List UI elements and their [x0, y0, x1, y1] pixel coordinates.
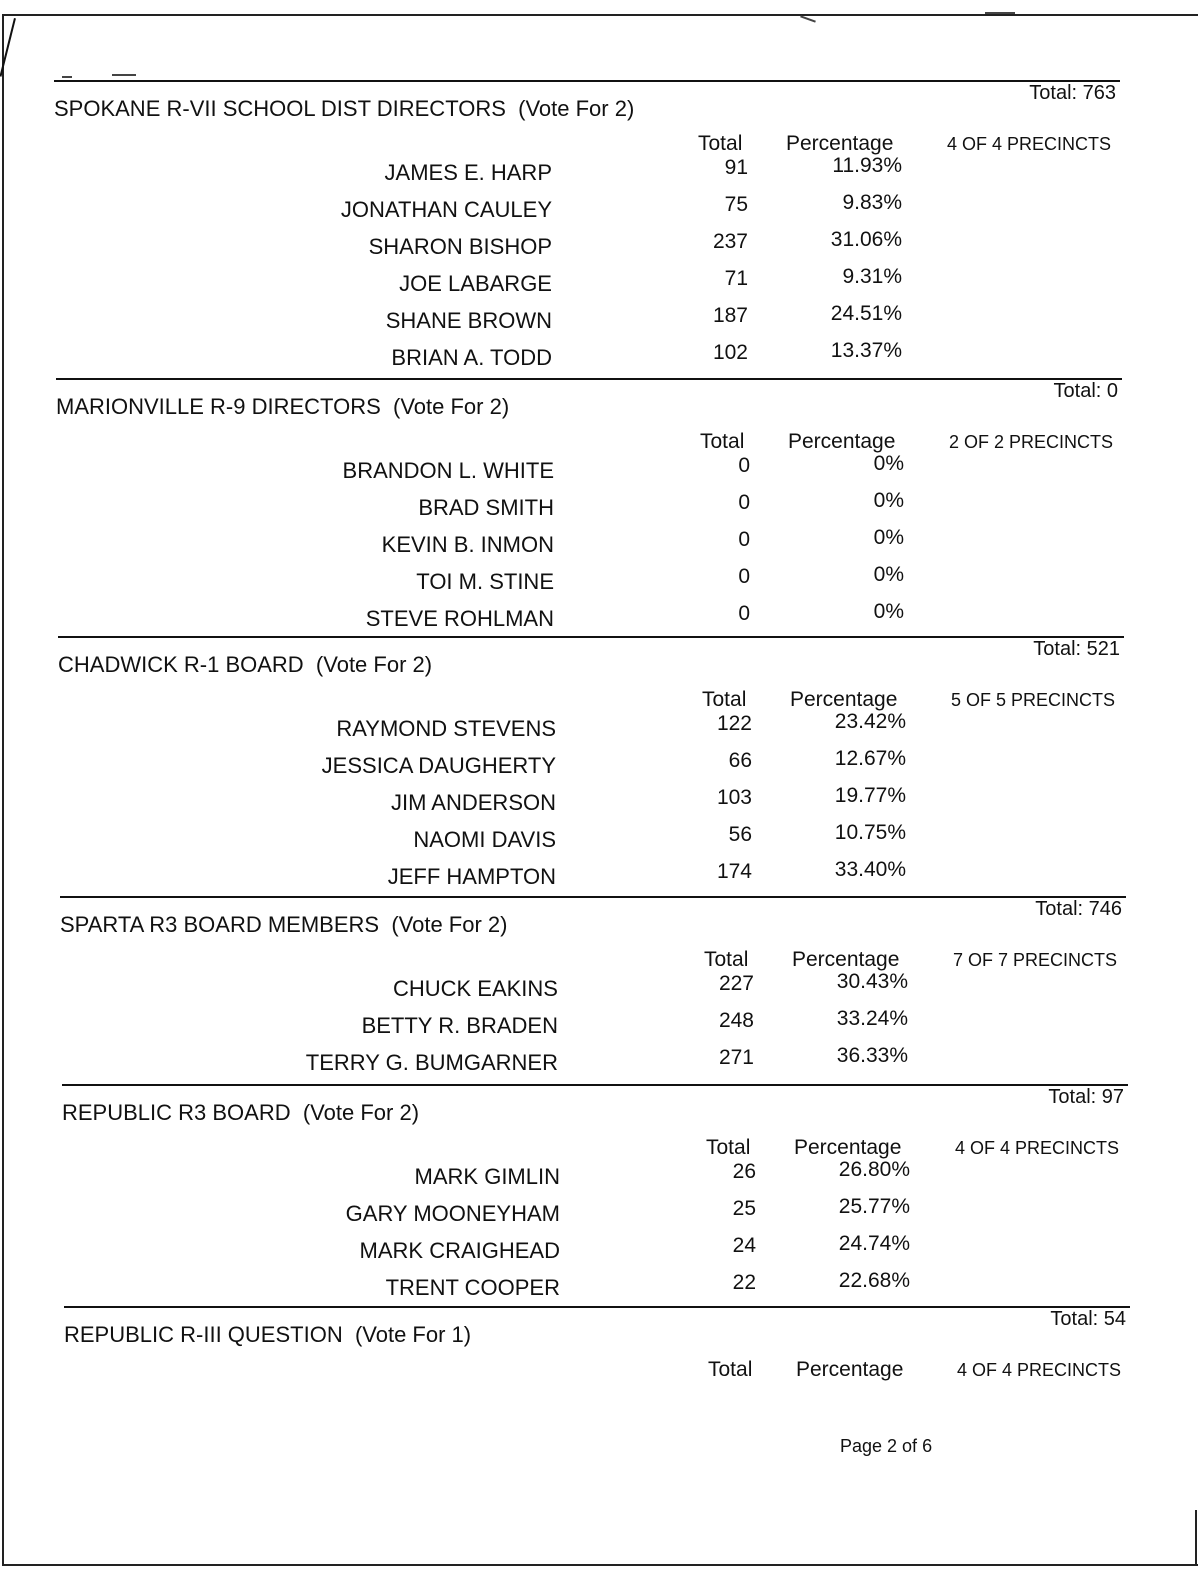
contest-title	[58, 652, 432, 678]
candidate-total: 71	[724, 267, 748, 290]
candidate-total: 0	[738, 491, 750, 514]
contest-name: CHADWICK R-1 BOARD	[58, 652, 304, 677]
contest-title	[54, 96, 634, 122]
candidate-percentage: 33.24%	[836, 1007, 908, 1030]
contest-total: Total: 97	[1048, 1086, 1124, 1108]
column-header-percentage: Percentage	[792, 948, 900, 971]
scan-artifact-mark	[985, 12, 1015, 14]
column-header-percentage: Percentage	[786, 132, 894, 155]
candidate-total: 75	[724, 193, 748, 216]
contest-total: Total: 763	[1029, 82, 1116, 104]
contest-total: Total: 521	[1033, 638, 1120, 660]
candidate-name: SHARON BISHOP	[368, 234, 552, 259]
contest-total: Total: 54	[1050, 1308, 1126, 1330]
vote-for-label: (Vote For 2)	[302, 1100, 420, 1125]
candidate-name: JOE LABARGE	[399, 271, 552, 296]
contest-name: REPUBLIC R-III QUESTION	[64, 1322, 343, 1347]
column-header-percentage: Percentage	[794, 1136, 902, 1159]
contest-title	[56, 394, 509, 420]
column-header-total: Total	[700, 430, 745, 453]
candidate-total: 227	[718, 972, 754, 995]
candidate-name: TOI M. STINE	[416, 569, 554, 594]
candidate-total: 24	[732, 1234, 756, 1257]
candidate-percentage: 12.67%	[834, 747, 906, 770]
vote-for-label: (Vote For 2)	[391, 912, 508, 937]
contest-title	[64, 1322, 471, 1348]
candidate-row	[0, 154, 1200, 194]
candidate-percentage: 33.40%	[834, 858, 906, 881]
scan-artifact-mark	[112, 74, 136, 76]
candidate-total: 237	[712, 230, 748, 253]
candidate-row	[0, 970, 1200, 1010]
candidate-row	[0, 1044, 1200, 1084]
precincts-reporting: 2 OF 2 PRECINCTS	[949, 432, 1114, 452]
candidate-row	[0, 858, 1200, 898]
candidate-row	[0, 1195, 1200, 1235]
candidate-total: 0	[738, 528, 750, 551]
candidate-total: 271	[718, 1046, 754, 1069]
candidate-row	[0, 563, 1200, 603]
candidate-percentage: 31.06%	[830, 228, 902, 251]
contest-total: Total: 746	[1035, 898, 1122, 920]
candidate-total: 103	[716, 786, 752, 809]
precincts-reporting: 5 OF 5 PRECINCTS	[951, 690, 1116, 710]
page-number: Page 2 of 6	[840, 1436, 933, 1456]
candidate-name: BETTY R. BRADEN	[361, 1013, 558, 1038]
vote-for-label: (Vote For 2)	[393, 394, 510, 419]
candidate-percentage: 0%	[873, 452, 904, 475]
candidate-percentage: 19.77%	[834, 784, 906, 807]
contest-name: SPOKANE R-VII SCHOOL DIST DIRECTORS	[54, 96, 506, 121]
precincts-reporting: 7 OF 7 PRECINCTS	[953, 950, 1118, 970]
candidate-row	[0, 526, 1200, 566]
candidate-total: 26	[732, 1160, 756, 1183]
candidate-total: 0	[738, 454, 750, 477]
candidate-name: NAOMI DAVIS	[413, 827, 556, 852]
candidate-total: 56	[728, 823, 752, 846]
candidate-row	[0, 339, 1200, 379]
candidate-row	[0, 821, 1200, 861]
contest-title	[62, 1100, 419, 1126]
candidate-row	[0, 489, 1200, 529]
candidate-name: MARK GIMLIN	[414, 1164, 560, 1189]
candidate-percentage: 24.51%	[830, 302, 902, 325]
candidate-total: 0	[738, 565, 750, 588]
candidate-total: 91	[724, 156, 748, 179]
candidate-row	[0, 452, 1200, 492]
candidate-percentage: 9.31%	[842, 265, 902, 288]
candidate-name: JIM ANDERSON	[390, 790, 556, 815]
candidate-percentage: 22.68%	[838, 1269, 910, 1292]
candidate-total: 25	[732, 1197, 756, 1220]
candidate-percentage: 36.33%	[836, 1044, 908, 1067]
candidate-percentage: 24.74%	[838, 1232, 910, 1255]
contest-title	[60, 912, 507, 938]
vote-for-label: (Vote For 1)	[354, 1322, 472, 1347]
candidate-percentage: 13.37%	[830, 339, 902, 362]
candidate-name: JEFF HAMPTON	[387, 864, 556, 889]
candidate-row	[0, 228, 1200, 268]
candidate-percentage: 0%	[873, 600, 904, 623]
candidate-name: JESSICA DAUGHERTY	[321, 753, 556, 778]
candidate-name: TRENT COOPER	[385, 1275, 560, 1300]
column-header-total: Total	[698, 132, 743, 155]
candidate-row	[0, 191, 1200, 231]
candidate-name: JAMES E. HARP	[384, 160, 552, 185]
candidate-name: BRIAN A. TODD	[391, 345, 552, 370]
column-header-percentage: Percentage	[790, 688, 898, 711]
candidate-total: 187	[712, 304, 748, 327]
page-border-right	[1195, 1510, 1197, 1566]
contest-name: SPARTA R3 BOARD MEMBERS	[60, 912, 380, 937]
candidate-name: GARY MOONEYHAM	[345, 1201, 560, 1226]
candidate-row	[0, 710, 1200, 750]
page-border-top	[2, 14, 1198, 16]
candidate-row	[0, 784, 1200, 824]
candidate-name: SHANE BROWN	[385, 308, 552, 333]
candidate-row	[0, 1269, 1200, 1309]
candidate-percentage: 0%	[873, 526, 904, 549]
candidate-name: RAYMOND STEVENS	[336, 716, 556, 741]
candidate-percentage: 23.42%	[834, 710, 906, 733]
candidate-row	[0, 747, 1200, 787]
candidate-total: 122	[716, 712, 752, 735]
column-header-percentage: Percentage	[796, 1358, 904, 1381]
candidate-name: JONATHAN CAULEY	[340, 197, 552, 222]
candidate-total: 102	[712, 341, 748, 364]
contest-total: Total: 0	[1053, 380, 1118, 402]
candidate-percentage: 10.75%	[834, 821, 906, 844]
precincts-reporting: 4 OF 4 PRECINCTS	[957, 1360, 1122, 1380]
precincts-reporting: 4 OF 4 PRECINCTS	[947, 134, 1112, 154]
vote-for-label: (Vote For 2)	[315, 652, 433, 677]
candidate-row	[0, 265, 1200, 305]
scan-artifact-mark	[62, 76, 72, 78]
scan-artifact-mark	[800, 15, 816, 22]
candidate-name: STEVE ROHLMAN	[365, 606, 554, 631]
vote-for-label: (Vote For 2)	[518, 96, 635, 121]
contest-name: MARIONVILLE R-9 DIRECTORS	[56, 394, 381, 419]
column-header-total: Total	[708, 1358, 753, 1381]
candidate-total: 22	[732, 1271, 756, 1294]
candidate-row	[0, 1007, 1200, 1047]
column-header-total: Total	[702, 688, 747, 711]
column-header-total: Total	[704, 948, 749, 971]
candidate-row	[0, 1158, 1200, 1198]
candidate-percentage: 26.80%	[838, 1158, 910, 1181]
candidate-name: MARK CRAIGHEAD	[359, 1238, 560, 1263]
precincts-reporting: 4 OF 4 PRECINCTS	[955, 1138, 1120, 1158]
candidate-total: 66	[728, 749, 752, 772]
candidate-total: 174	[716, 860, 752, 883]
candidate-row	[0, 1232, 1200, 1272]
candidate-row	[0, 600, 1200, 640]
candidate-percentage: 9.83%	[842, 191, 902, 214]
candidate-row	[0, 302, 1200, 342]
candidate-percentage: 0%	[873, 489, 904, 512]
candidate-total: 248	[718, 1009, 754, 1032]
candidate-total: 0	[738, 602, 750, 625]
candidate-name: CHUCK EAKINS	[392, 976, 558, 1001]
candidate-percentage: 0%	[873, 563, 904, 586]
column-header-percentage: Percentage	[788, 430, 896, 453]
contest-name: REPUBLIC R3 BOARD	[62, 1100, 291, 1125]
candidate-percentage: 25.77%	[838, 1195, 910, 1218]
candidate-percentage: 11.93%	[832, 154, 902, 177]
column-header-total: Total	[706, 1136, 751, 1159]
candidate-name: KEVIN B. INMON	[381, 532, 554, 557]
candidate-percentage: 30.43%	[836, 970, 908, 993]
candidate-name: BRAD SMITH	[418, 495, 554, 520]
candidate-name: BRANDON L. WHITE	[342, 458, 554, 483]
candidate-name: TERRY G. BUMGARNER	[305, 1050, 558, 1075]
page-border-bottom	[2, 1564, 1198, 1566]
